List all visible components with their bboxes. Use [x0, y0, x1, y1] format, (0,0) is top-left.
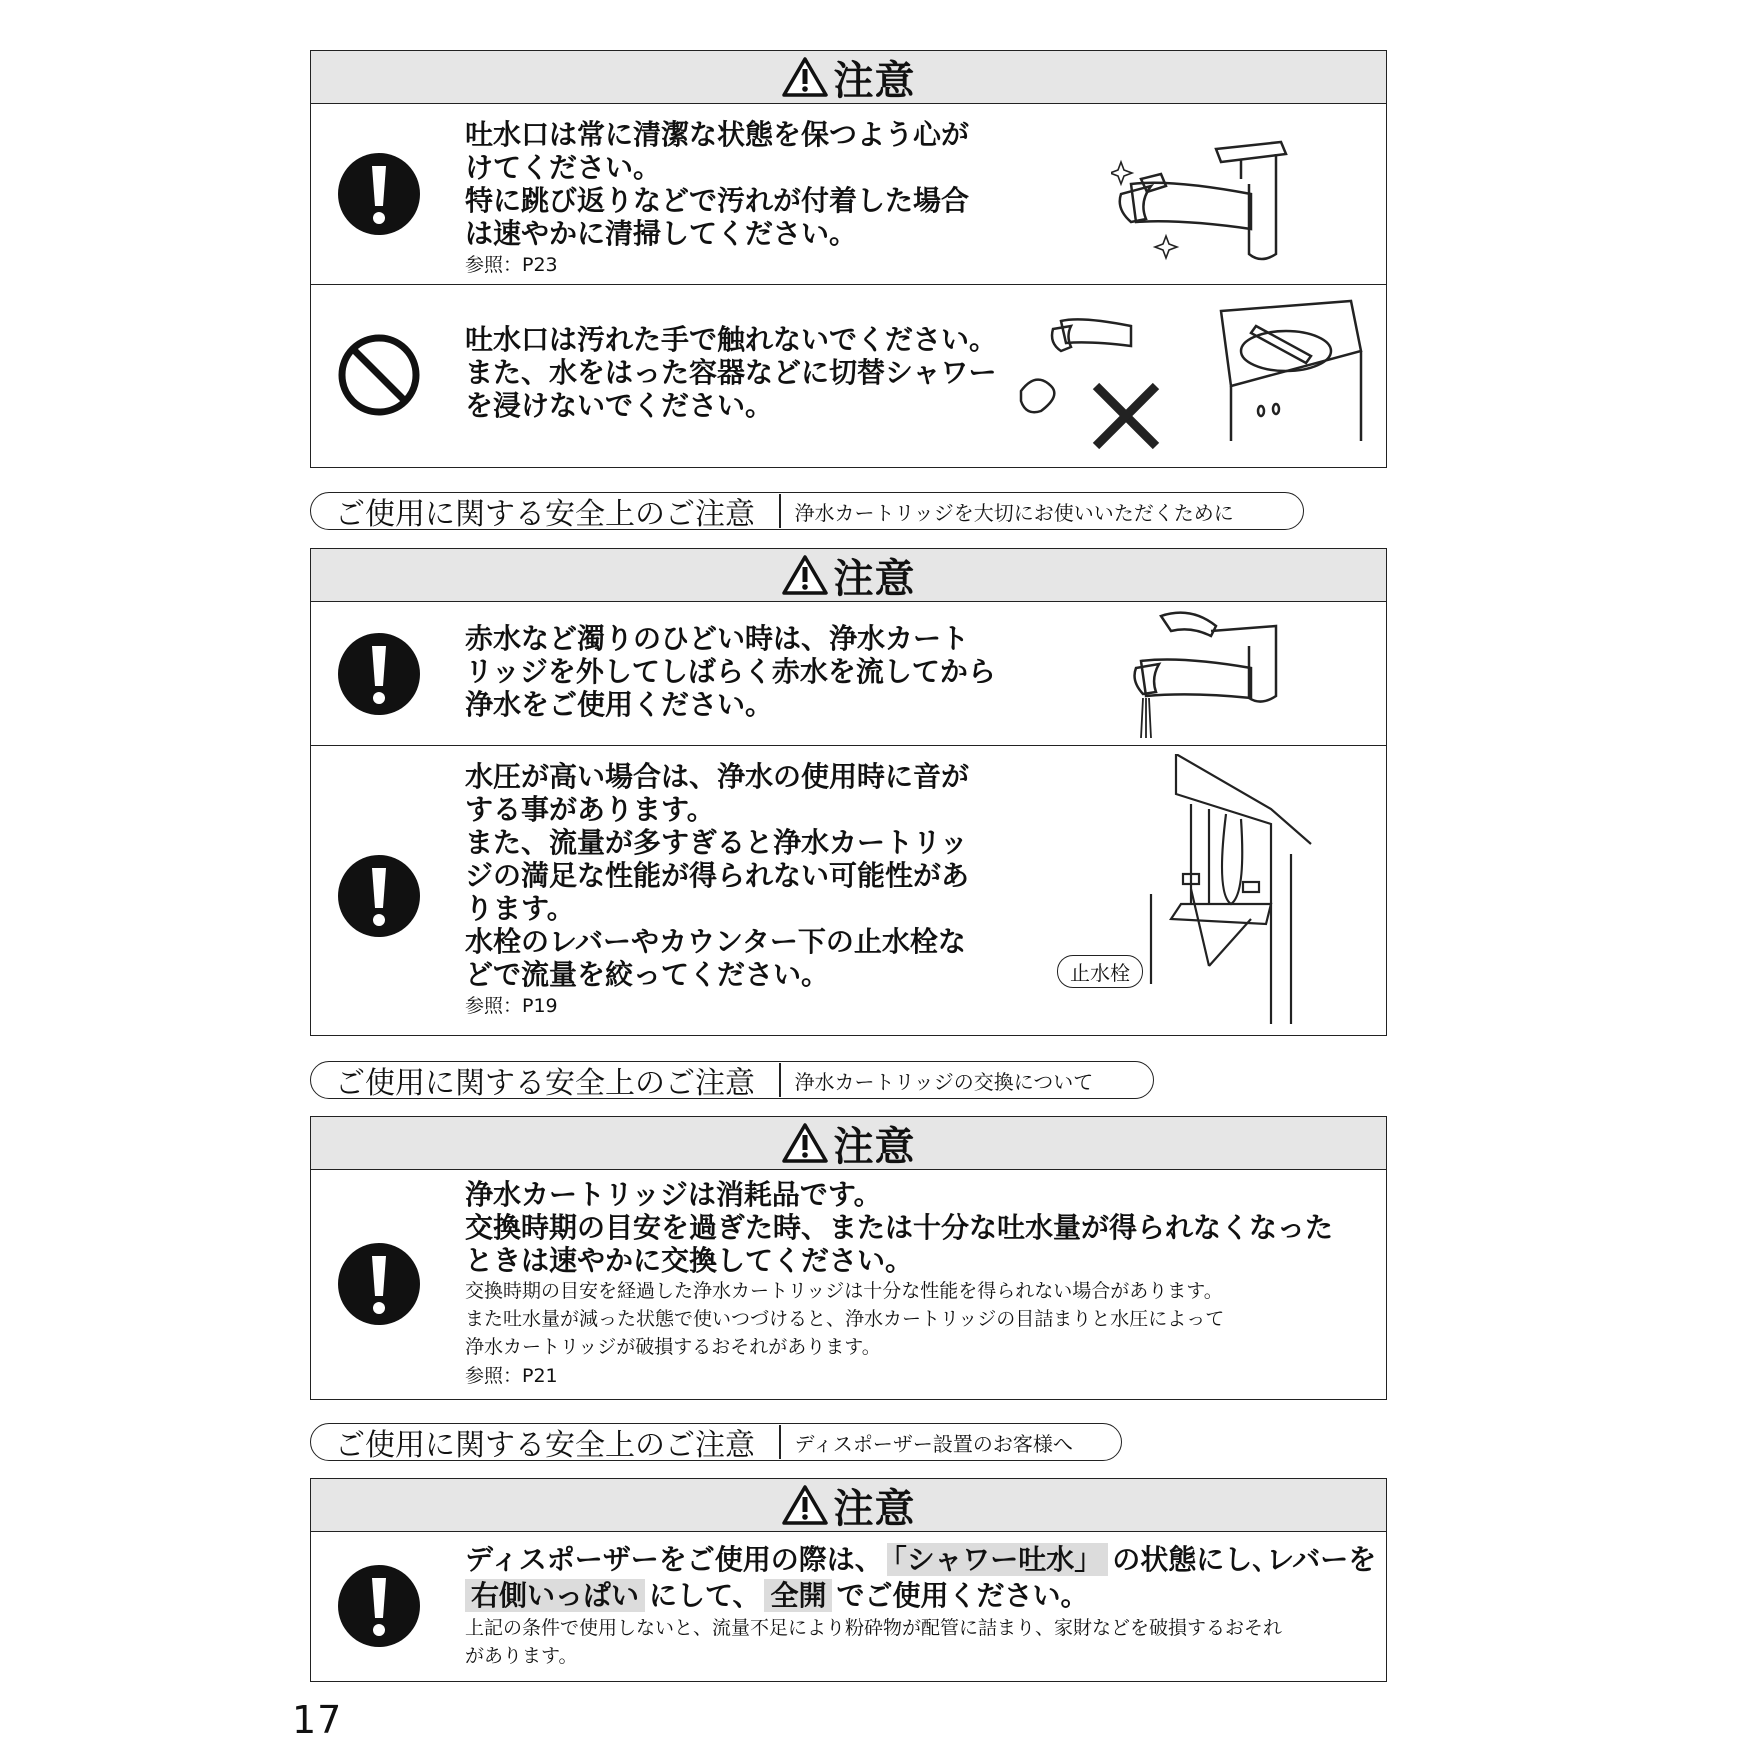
- text-line: 浄水をご使用ください。: [465, 688, 774, 721]
- caution-row: [311, 285, 1386, 467]
- page-reference: 参照：P23: [465, 254, 558, 276]
- text-line: 浄水カートリッジは消耗品です。: [465, 1178, 882, 1211]
- section-subtitle: 浄水カートリッジを大切にお使いいただくために: [794, 500, 1234, 525]
- faucet-clean-illustration: [1111, 124, 1331, 274]
- text-line: 特に跳び返りなどで汚れが付着した場合: [465, 184, 970, 217]
- caution-panel-1: [310, 50, 1387, 468]
- caution-row: [311, 1532, 1386, 1681]
- prohibition-icon: [337, 333, 421, 417]
- callout-label: [1057, 955, 1143, 988]
- page-number: 17: [292, 1698, 343, 1742]
- text-line: また、流量が多すぎると浄水カートリッ: [465, 826, 968, 859]
- warning-triangle-icon: [782, 554, 828, 596]
- text-line: する事があります。: [465, 793, 715, 826]
- text-segment: ディスポーザーをご使用の際は、: [465, 1543, 883, 1576]
- highlight-full-open: 全開: [764, 1579, 832, 1612]
- caution-header: [311, 1479, 1386, 1532]
- text-line: どで流量を絞ってください。: [465, 958, 830, 991]
- text-line: 水圧が高い場合は、浄水の使用時に音が: [465, 760, 970, 793]
- section-label: [310, 1061, 1154, 1099]
- faucet-cartridge-illustration: [1131, 606, 1321, 742]
- caution-row: [311, 602, 1386, 746]
- text-line: 水栓のレバーやカウンター下の止水栓な: [465, 925, 966, 958]
- text-segment: の状態にし､レバーを: [1112, 1543, 1377, 1576]
- caution-title: 注意: [833, 1123, 916, 1170]
- text-line: は速やかに清掃してください。: [465, 217, 858, 250]
- under-sink-valve-illustration: [1131, 754, 1391, 1029]
- section-subtitle: ディスポーザー設置のお客様へ: [794, 1431, 1073, 1456]
- mandatory-action-icon: [337, 152, 421, 236]
- warning-triangle-icon: [782, 56, 828, 98]
- text-line: ときは速やかに交換してください。: [465, 1244, 914, 1277]
- caution-panel-4: [310, 1478, 1387, 1682]
- caution-title: 注意: [833, 555, 916, 602]
- section-title: ご使用に関する安全上のご注意: [335, 1428, 755, 1463]
- warning-triangle-icon: [782, 1122, 828, 1164]
- section-label: [310, 492, 1304, 530]
- caution-panel-2: [310, 548, 1387, 1036]
- callout-text: 止水栓: [1070, 961, 1130, 985]
- caution-header: [311, 1117, 1386, 1170]
- caution-panel-3: [310, 1116, 1387, 1400]
- text-line: ります。: [465, 892, 575, 925]
- section-title: ご使用に関する安全上のご注意: [335, 497, 755, 532]
- highlight-lever-right: 右側いっぱい: [465, 1579, 645, 1612]
- text-line: けてください。: [465, 151, 662, 184]
- text-segment: にして、: [649, 1579, 761, 1612]
- text-line: また、水をはった容器などに切替シャワー: [465, 356, 997, 389]
- text-line: 交換時期の目安を過ぎた時、または十分な吐水量が得られなくなった: [465, 1211, 1334, 1244]
- dirty-hand-faucet-illustration: [1011, 291, 1381, 461]
- text-line: ジの満足な性能が得られない可能性があ: [465, 859, 970, 892]
- mandatory-action-icon: [337, 1242, 421, 1326]
- caution-header: [311, 549, 1386, 602]
- text-segment: でご使用ください。: [836, 1579, 1089, 1612]
- highlight-shower-mode: 「シャワー吐水」: [887, 1543, 1108, 1576]
- mandatory-action-icon: [337, 1564, 421, 1648]
- section-label: [310, 1423, 1122, 1461]
- note-line: 上記の条件で使用しないと、流量不足により粉砕物が配管に詰まり、家財などを破損するおそれ: [465, 1617, 1283, 1639]
- mandatory-action-icon: [337, 632, 421, 716]
- caution-title: 注意: [833, 57, 916, 104]
- warning-triangle-icon: [782, 1484, 828, 1526]
- text-line: 吐水口は汚れた手で触れないでください。: [465, 323, 998, 356]
- caution-title: 注意: [833, 1485, 916, 1532]
- note-line: 浄水カートリッジが破損するおそれがあります。: [465, 1336, 881, 1358]
- note-line: があります。: [465, 1645, 578, 1667]
- text-line: を浸けないでください。: [465, 389, 774, 422]
- text-line: 赤水など濁りのひどい時は、浄水カート: [465, 622, 970, 655]
- caution-row: [311, 746, 1386, 1036]
- note-line: 交換時期の目安を経過した浄水カートリッジは十分な性能を得られない場合があります。: [465, 1280, 1223, 1302]
- mandatory-action-icon: [337, 854, 421, 938]
- caution-row: [311, 1170, 1386, 1399]
- page-reference: 参照：P21: [465, 1365, 558, 1387]
- note-line: また吐水量が減った状態で使いつづけると、浄水カートリッジの目詰まりと水圧によって: [465, 1308, 1225, 1330]
- text-line: [465, 1578, 1376, 1614]
- caution-header: [311, 51, 1386, 104]
- text-line: [465, 1542, 1376, 1578]
- text-line: 吐水口は常に清潔な状態を保つよう心が: [465, 118, 970, 151]
- page-reference: 参照：P19: [465, 995, 558, 1017]
- caution-row: [311, 104, 1386, 285]
- text-line: リッジを外してしばらく赤水を流してから: [465, 655, 996, 688]
- section-subtitle: 浄水カートリッジの交換について: [794, 1069, 1094, 1094]
- section-title: ご使用に関する安全上のご注意: [335, 1066, 755, 1101]
